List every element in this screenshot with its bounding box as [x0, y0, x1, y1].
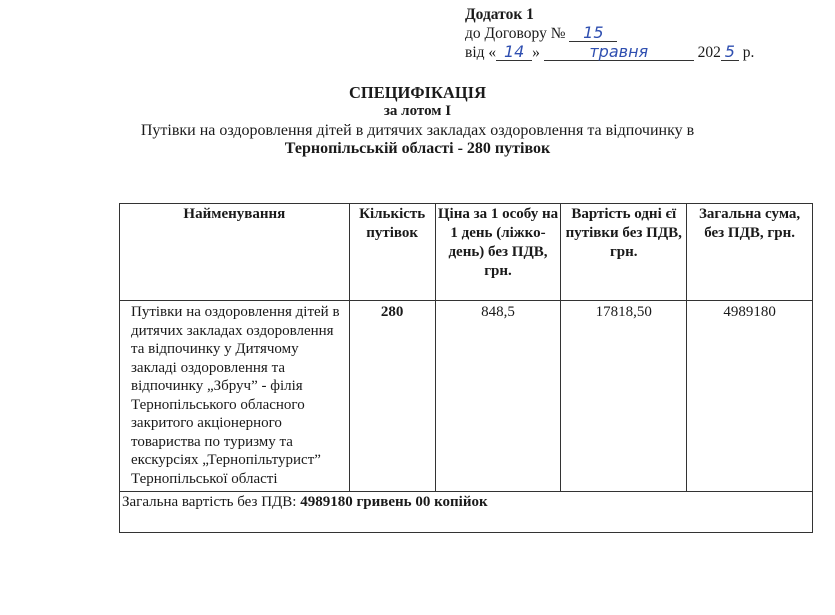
header-qty: Кількість путівок: [349, 204, 435, 301]
specification-title: СПЕЦИФІКАЦІЯ: [348, 83, 487, 102]
table-header-row: [120, 204, 813, 301]
specification-table: [119, 203, 813, 533]
date-prefix: від «: [465, 44, 497, 61]
contract-line: [465, 24, 754, 43]
appendix-header: [465, 5, 754, 62]
total-row: [120, 492, 813, 533]
year-prefix: 202: [697, 44, 721, 61]
lot-label: за лотом І: [383, 103, 452, 119]
subtitle-line-2: Тернопільській області - 280 путівок: [284, 140, 551, 157]
row-total: 4989180: [687, 301, 813, 492]
date-month-handwritten: травня: [544, 43, 694, 61]
row-price: 848,5: [435, 301, 561, 492]
year-digit-handwritten: 5: [721, 43, 739, 61]
appendix-title: Додаток 1: [465, 6, 534, 23]
date-line: [465, 43, 754, 62]
contract-number-handwritten: 15: [569, 24, 617, 42]
row-unit-cost: 17818,50: [561, 301, 687, 492]
specification-heading: [0, 84, 835, 158]
year-suffix: р.: [738, 44, 755, 61]
total-cell: [120, 492, 813, 533]
header-name: Найменування: [120, 204, 350, 301]
table-row: [120, 301, 813, 492]
header-unit-cost: Вартість одні єї путівки без ПДВ, грн.: [561, 204, 687, 301]
subtitle-line-1: Путівки на оздоровлення дітей в дитячих закладах оздоровлення та відпочинку в: [140, 122, 695, 139]
date-quote-close: »: [532, 44, 540, 61]
row-name: Путівки на оздоровлення дітей в дитячих закладах оздоровлення та відпочинку у Дитячому закладі оздоровлення та відпочинку „Збруч” - філія Тернопільського обласного закритого акціонерного товариства по туризму та екскурсіях „Тернопільтурист” Тернопільської області: [120, 301, 350, 492]
contract-prefix: до Договору №: [465, 25, 566, 42]
row-qty: 280: [349, 301, 435, 492]
header-total: Загальна сума, без ПДВ, грн.: [687, 204, 813, 301]
header-price: Ціна за 1 особу на 1 день (ліжко-день) без ПДВ, грн.: [435, 204, 561, 301]
total-value: 4989180 гривень 00 копійок: [300, 494, 488, 510]
total-label: Загальна вартість без ПДВ:: [122, 494, 301, 510]
date-day-handwritten: 14: [496, 43, 532, 61]
